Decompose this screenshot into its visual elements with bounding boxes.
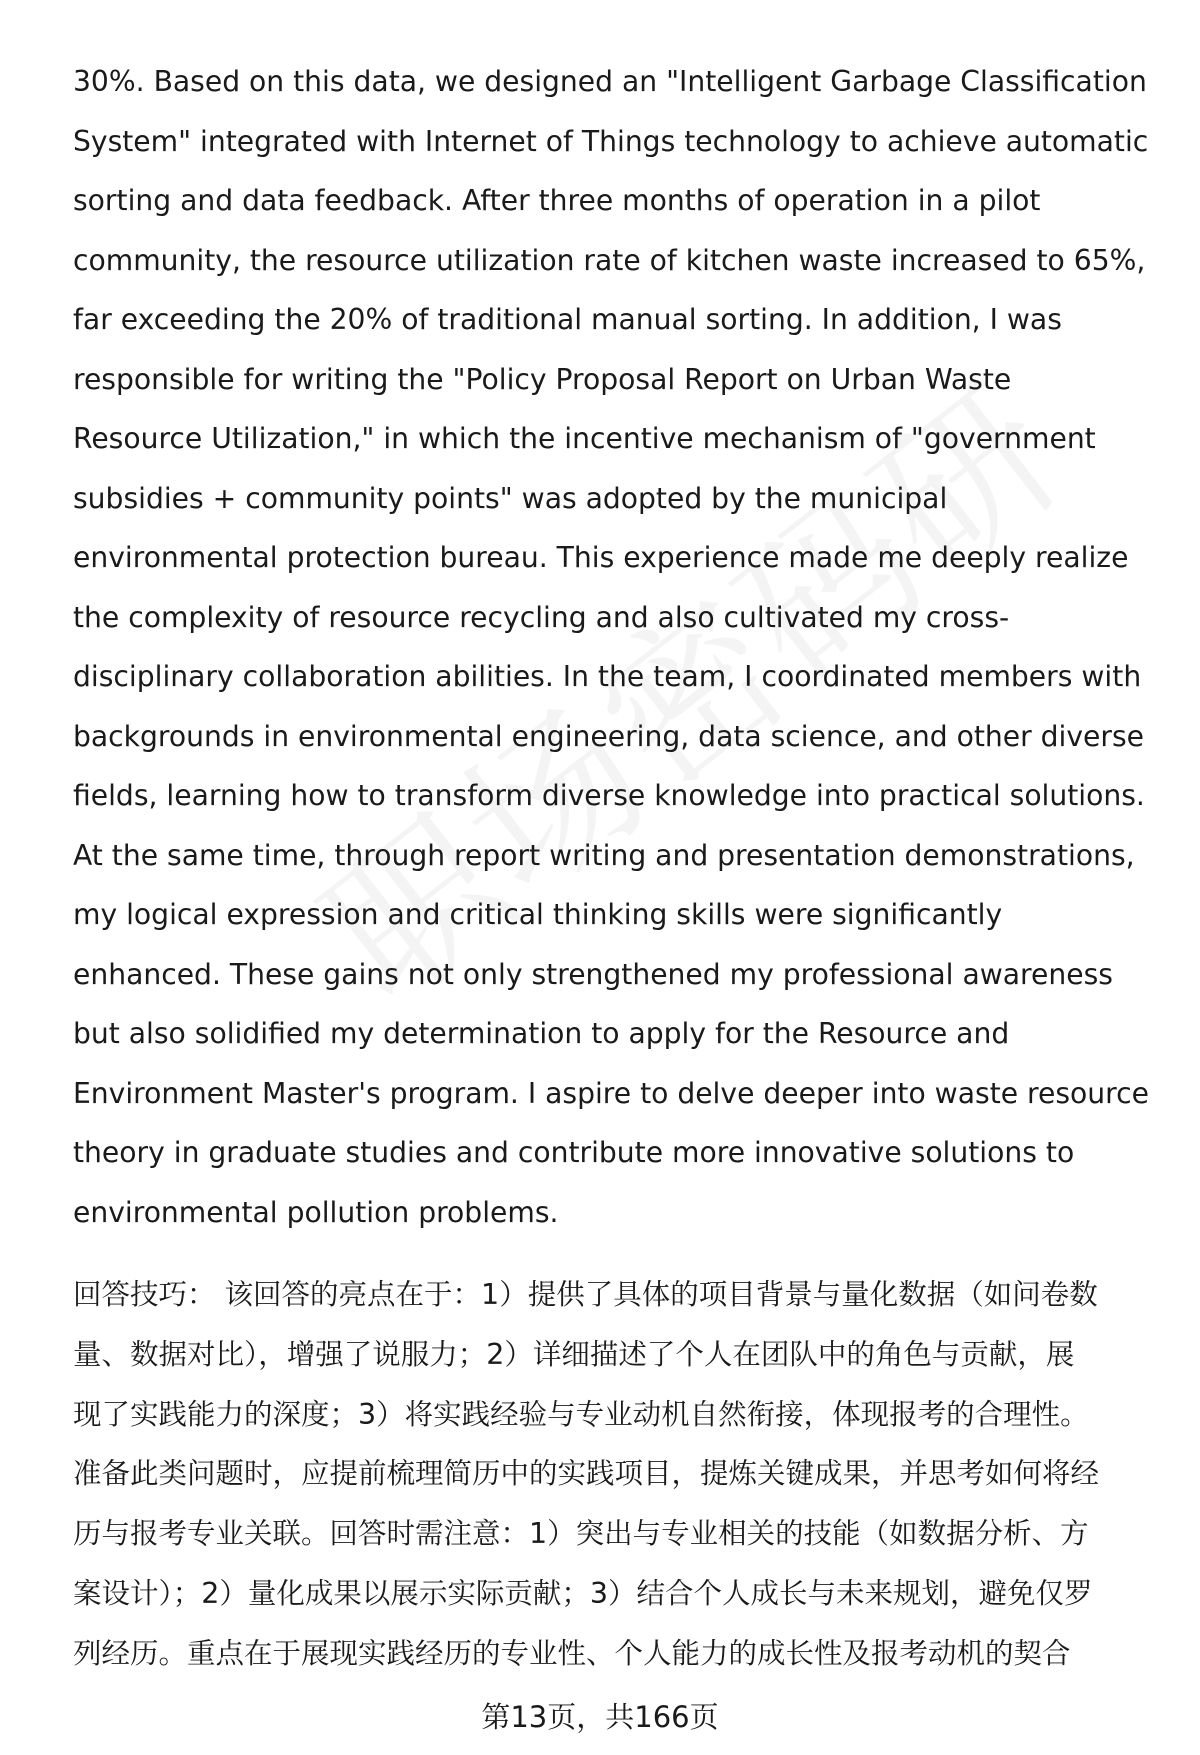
answer-line: Environment Master's program. I aspire to delve deeper into waste resource [73, 1076, 1149, 1110]
answer-line: fields, learning how to transform diverse knowledge into practical solutions. [73, 779, 1145, 812]
answer-line: At the same time, through report writing and presentation demonstrations, [73, 838, 1135, 872]
answer-line: responsible for writing the "Policy Proposal Report on Urban Waste [73, 362, 1012, 396]
tips-line: 案设计）；2）量化成果以展示实际贡献；3）结合个人成长与未来规划，避免仅罗 [73, 1576, 1093, 1610]
answer-line: community, the resource utilization rate of kitchen waste increased to 65%, [73, 243, 1146, 277]
answer-line: far exceeding the 20% of traditional manual sorting. In addition, I was [73, 303, 1062, 336]
answer-line: theory in graduate studies and contribute more innovative solutions to [73, 1136, 1075, 1169]
tips-line: 历与报考专业关联。回答时需注意：1）突出与专业相关的技能（如数据分析、方 [73, 1517, 1089, 1551]
answer-paragraph [73, 52, 1153, 1242]
answer-line: backgrounds in environmental engineering, data science, and other diverse [73, 719, 1145, 753]
answer-line: sorting and data feedback. After three months of operation in a pilot [73, 184, 1041, 217]
answer-tips-paragraph [73, 1265, 1153, 1684]
answer-line: subsidies + community points" was adopted by the municipal [73, 481, 948, 515]
tips-line: 准备此类问题时，应提前梳理简历中的实践项目，提炼关键成果，并思考如何将经 [73, 1457, 1100, 1491]
answer-line: my logical expression and critical thinking skills were significantly [73, 898, 1003, 931]
answer-line: System" integrated with Internet of Things technology to achieve automatic [73, 124, 1149, 158]
answer-line: the complexity of resource recycling and also cultivated my cross- [73, 600, 1010, 634]
answer-line: 30%. Based on this data, we designed an "Intelligent Garbage Classification [73, 65, 1147, 98]
answer-line: but also solidified my determination to apply for the Resource and [73, 1017, 1010, 1050]
tips-line: 现了实践能力的深度；3）将实践经验与专业动机自然衔接，体现报考的合理性。 [73, 1397, 1089, 1431]
answer-line: environmental pollution problems. [73, 1195, 559, 1229]
answer-line: enhanced. These gains not only strengthened my professional awareness [73, 957, 1113, 991]
tips-line: 回答技巧： 该回答的亮点在于：1）提供了具体的项目背景与量化数据（如问卷数 [73, 1278, 1098, 1311]
page-number: 第13页，共166页 [481, 1700, 719, 1734]
tips-line: 列经历。重点在于展现实践经历的专业性、个人能力的成长性及报考动机的契合 [73, 1636, 1071, 1670]
answer-line: disciplinary collaboration abilities. In the team, I coordinated members with [73, 660, 1142, 693]
answer-line: environmental protection bureau. This experience made me deeply realize [73, 541, 1129, 574]
tips-line: 量、数据对比），增强了说服力；2）详细描述了个人在团队中的角色与贡献，展 [73, 1337, 1075, 1371]
answer-line: Resource Utilization," in which the incentive mechanism of "government [73, 422, 1096, 455]
